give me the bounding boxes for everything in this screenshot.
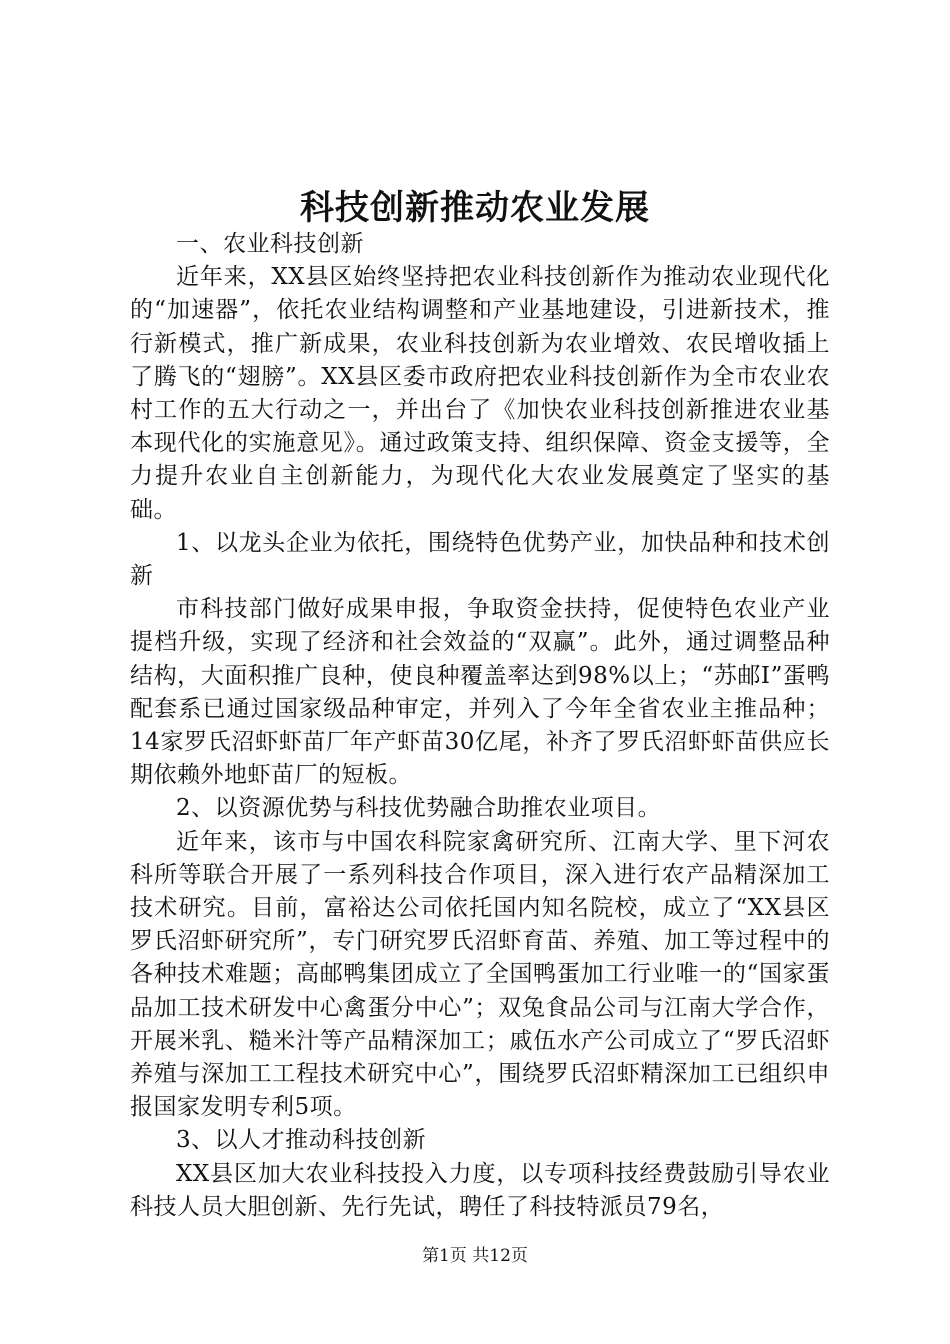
section-heading: 一、农业科技创新: [176, 231, 364, 257]
paragraph: 近年来，XX县区始终坚持把农业科技创新作为推动农业现代化的“加速器”，依托农业结构调整和产业基地建设，引进新技术，推行新模式，推广新成果，农业科技创新为农业增效、农民增收插上了腾飞的“翅膀”。XX县区委市政府把农业科技创新作为全市农业农村工作的五大行动之一，并出台了《加快农业科技创新推进农业基本现代化的实施意见》。通过政策支持、组织保障、资金支援等，全力提升农业自主创新能力，为现代化大农业发展奠定了坚实的基础。: [130, 264, 830, 523]
subsection-heading: 3、以人才推动科技创新: [176, 1127, 427, 1154]
paragraph: XX县区加大农业科技投入力度，以专项科技经费鼓励引导农业科技人员大胆创新、先行先试，聘任了科技特派员79名，: [130, 1160, 830, 1220]
subsection-heading: 1、以龙头企业为依托，围绕特色优势产业，加快品种和技术创新: [130, 529, 830, 590]
paragraph: 近年来，该市与中国农科院家禽研究所、江南大学、里下河农科所等联合开展了一系列科技合作项目，深入进行农产品精深加工技术研究。目前，富裕达公司依托国内知名院校，成立了“XX县区罗氏沼虾研究所”，专门研究罗氏沼虾育苗、养殖、加工等过程中的各种技术难题；高邮鸭集团成立了全国鸭蛋加工行业唯一的“国家蛋品加工技术研发中心禽蛋分中心”；双兔食品公司与江南大学合作，开展米乳、糙米汁等产品精深加工；戚伍水产公司成立了“罗氏沼虾养殖与深加工工程技术研究中心”，围绕罗氏沼虾精深加工已组织申报国家发明专利5项。: [130, 828, 830, 1121]
document-title: 科技创新推动农业发展: [300, 188, 650, 228]
subsection-heading: 2、以资源优势与科技优势融合助推农业项目。: [176, 795, 662, 822]
paragraph: 市科技部门做好成果申报，争取资金扶持，促使特色农业产业提档升级，实现了经济和社会效益的“双赢”。此外，通过调整品种结构，大面积推广良种，使良种覆盖率达到98%以上；“苏邮Ⅰ”蛋鸭配套系已通过国家级品种审定，并列入了今年全省农业主推品种；14家罗氏沼虾虾苗厂年产虾苗30亿尾，补齐了罗氏沼虾虾苗供应长期依赖外地虾苗厂的短板。: [130, 596, 830, 789]
page-footer: 第1页 共12页: [422, 1246, 528, 1266]
document-body: [130, 228, 830, 1224]
